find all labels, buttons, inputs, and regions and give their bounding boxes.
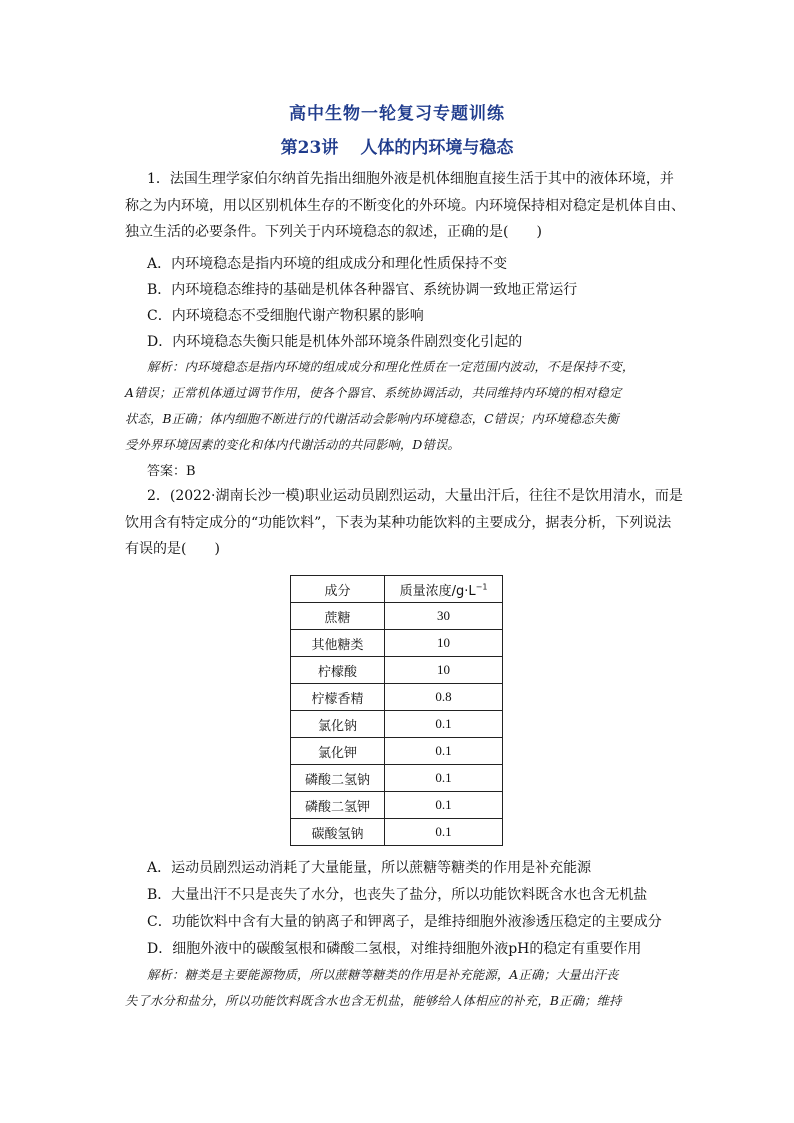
ingredient-name: 磷酸二氢钠 — [291, 765, 385, 792]
q1-option-b: B．内环境稳态维持的基础是机体各种器官、系统协调一致地正常运行 — [147, 282, 578, 298]
q2-analysis-line: 失了水分和盐分，所以功能饮料既含水也含无机盐，能够给人体相应的补充，B正确；维持 — [125, 994, 622, 1008]
q2-option-d: D．细胞外液中的碳酸氢根和磷酸二氢根，对维持细胞外液pH的稳定有重要作用 — [147, 941, 642, 957]
q1-analysis-line: A错误；正常机体通过调节作用，使各个器官、系统协调活动，共同维持内环境的相对稳定 — [125, 386, 622, 400]
lecture-title — [0, 133, 794, 158]
q2-stem — [125, 483, 683, 563]
q1-analysis — [125, 354, 659, 458]
table-row — [291, 711, 503, 738]
ingredient-name: 柠檬香精 — [291, 684, 385, 711]
table-row — [291, 684, 503, 711]
ingredient-concentration: 0.1 — [385, 765, 503, 792]
ingredient-concentration: 0.1 — [385, 711, 503, 738]
q1-analysis-line: 解析：内环境稳态是指内环境的组成成分和理化性质在一定范围内波动，不是保持不变， — [147, 360, 635, 374]
table-header-cell — [385, 576, 503, 603]
ingredient-concentration: 10 — [385, 630, 503, 657]
q1-option-c: C．内环境稳态不受细胞代谢产物积累的影响 — [147, 308, 424, 324]
q2-option-b: B．大量出汗不只是丧失了水分，也丧失了盐分，所以功能饮料既含水也含无机盐 — [147, 887, 648, 903]
table-row — [291, 792, 503, 819]
table-row — [291, 603, 503, 630]
q1-analysis-line: 状态，B正确；体内细胞不断进行的代谢活动会影响内环境稳态，C错误；内环境稳态失衡 — [125, 412, 619, 426]
table-header-row — [291, 576, 503, 603]
q1-stem-line: 1．法国生理学家伯尔纳首先指出细胞外液是机体细胞直接生活于其中的液体环境，并 — [147, 171, 674, 187]
table-row — [291, 738, 503, 765]
ingredient-name: 其他糖类 — [291, 630, 385, 657]
table-row — [291, 657, 503, 684]
ingredient-name: 氯化钾 — [291, 738, 385, 765]
ingredient-name: 蔗糖 — [291, 603, 385, 630]
ingredient-name: 磷酸二氢钾 — [291, 792, 385, 819]
q1-answer: 答案：B — [147, 464, 196, 479]
q1-option-d: D．内环境稳态失衡只能是机体外部环境条件剧烈变化引起的 — [147, 334, 523, 350]
concentration-header-exponent: −1 — [475, 582, 488, 592]
q1-stem — [125, 166, 685, 246]
q2-option-a: A．运动员剧烈运动消耗了大量能量，所以蔗糖等糖类的作用是补充能源 — [147, 860, 592, 876]
ingredient-name: 碳酸氢钠 — [291, 819, 385, 846]
concentration-header-label: 质量浓度/g·L — [399, 583, 476, 599]
series-title: 高中生物一轮复习专题训练 — [289, 104, 505, 124]
lecture-name: 人体的内环境与稳态 — [360, 138, 514, 158]
lecture-number: 第23讲 — [280, 138, 339, 158]
ingredient-concentration: 0.1 — [385, 819, 503, 846]
q1-stem-line: 独立生活的必要条件。下列关于内环境稳态的叙述，正确的是( ) — [125, 224, 542, 240]
table-header-cell: 成分 — [291, 576, 385, 603]
q2-analysis-line: 解析：糖类是主要能源物质，所以蔗糖等糖类的作用是补充能源，A正确；大量出汗丧 — [147, 968, 619, 982]
ingredient-name: 柠檬酸 — [291, 657, 385, 684]
ingredient-concentration: 10 — [385, 657, 503, 684]
q2-stem-line: 饮用含有特定成分的“功能饮料”，下表为某种功能饮料的主要成分，据表分析，下列说法 — [125, 514, 672, 531]
q1-analysis-line: 受外界环境因素的变化和体内代谢活动的共同影响，D错误。 — [125, 438, 460, 452]
ingredient-concentration: 0.8 — [385, 684, 503, 711]
q2-stem-line: 2．(2022·湖南长沙一模)职业运动员剧烈运动，大量出汗后，往往不是饮用清水，而是 — [147, 488, 683, 504]
q2-analysis — [125, 962, 659, 1014]
q1-stem-line: 称之为内环境，用以区别机体生存的不断变化的外环境。内环境保持相对稳定是机体自由、 — [125, 197, 685, 214]
q2-option-c: C．功能饮料中含有大量的钠离子和钾离子，是维持细胞外液渗透压稳定的主要成分 — [147, 914, 662, 930]
q2-stem-line: 有误的是( ) — [125, 541, 220, 557]
beverage-composition-table — [290, 575, 503, 846]
ingredient-name: 氯化钠 — [291, 711, 385, 738]
ingredient-concentration: 0.1 — [385, 792, 503, 819]
ingredient-concentration: 30 — [385, 603, 503, 630]
table-row — [291, 819, 503, 846]
ingredient-concentration: 0.1 — [385, 738, 503, 765]
q1-option-a: A．内环境稳态是指内环境的组成成分和理化性质保持不变 — [147, 256, 508, 272]
table-row — [291, 765, 503, 792]
table-row — [291, 630, 503, 657]
